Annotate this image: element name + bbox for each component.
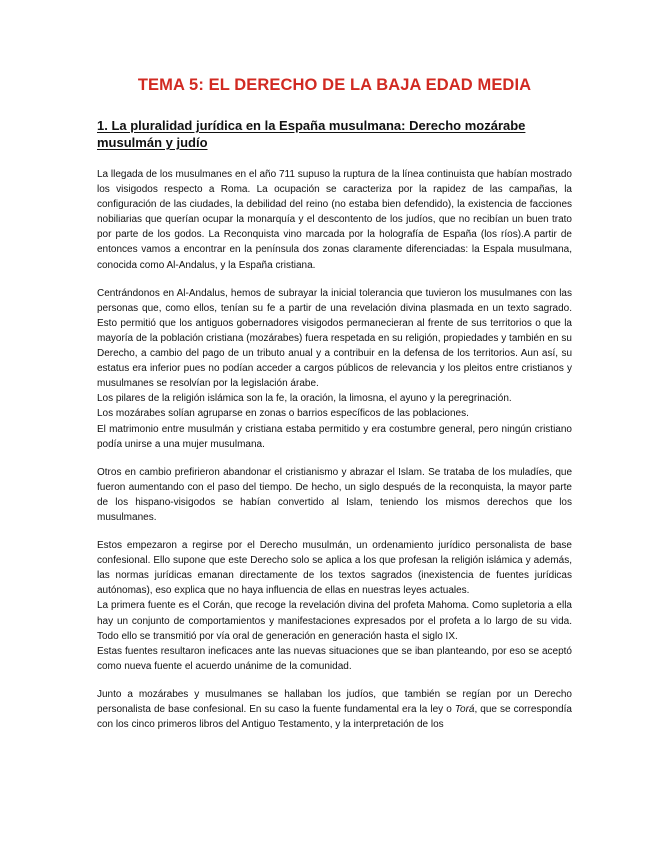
paragraph-judios <box>97 687 572 732</box>
paragraph-spacer <box>97 525 572 538</box>
document-title: TEMA 5: EL DERECHO DE LA BAJA EDAD MEDIA <box>137 76 532 94</box>
paragraph-mozarabes: Los mozárabes solían agruparse en zonas o barrios específicos de las poblaciones. <box>97 408 469 420</box>
section-heading: 1. La pluralidad jurídica en la España musulmana: Derecho mozárabe musulmán y judío <box>97 118 526 150</box>
paragraph-muladies: Otros en cambio prefirieron abandonar el cristianismo y abrazar el Islam. Se trataba de los muladíes, que fueron aumentando con el paso del tiempo. De hecho, un siglo después de la reconquista, la mayor parte de los hispano-visigodos se habían convertido al Islam, teniendo los mismos derechos que los musulmanes. <box>97 466 572 523</box>
paragraph-spacer <box>97 273 572 286</box>
tora-term: Torá <box>454 704 475 715</box>
paragraph-judios-start: Junto a mozárabes y musulmanes se hallaban los judíos, que también se regían por un Derecho personalista de base confesional. En su caso la fuente fundamental era la ley o <box>97 688 572 715</box>
paragraph-spacer <box>97 674 572 687</box>
paragraph-marriage: El matrimonio entre musulmán y cristiana estaba permitido y era costumbre general, pero ningún cristiano podía unirse a una mujer musulmana. <box>97 423 572 450</box>
paragraph-spacer <box>97 452 572 465</box>
paragraph-al-andalus: Centrándonos en Al-Andalus, hemos de subrayar la inicial tolerancia que tuvieron los musulmanes con las personas que, como ellos, tenían su fe a partir de una revelación divina plasmada en un texto sagrado. Esto permitió que los antiguos gobernadores visigodos permanecieran al frente de sus territorios o que la mayoría de la población cristiana (mozárabes) fuera respetada en su religión, propiedades y también en su Derecho, a cambio del pago de un tributo anual y a contribuir en la defensa de los territorios. Aun así, su estatus era inferior pues no podían acceder a cargos públicos de relevancia y los pleitos entre cristianos y musulmanes se resolvían por la legislación árabe. <box>97 287 572 390</box>
paragraph-coran: La primera fuente es el Corán, que recoge la revelación divina del profeta Mahoma. Como supletoria a ella hay un conjunto de comportamientos y manifestaciones expresados por el profeta a lo largo de su vida. Todo ello se transmitió por vía oral de generación en generación hasta el siglo IX. <box>97 600 572 642</box>
paragraph-fuentes: Estas fuentes resultaron ineficaces ante las nuevas situaciones que se iban planteando, por eso se aceptó como nueva fuente el acuerdo unánime de la comunidad. <box>97 645 572 672</box>
paragraph-derecho-musulman: Estos empezaron a regirse por el Derecho musulmán, un ordenamiento jurídico personalista de base confesional. Ello supone que este Derecho solo se aplica a los que profesan la religión islámica y además, las normas jurídicas emanan directamente de los textos sagrados (inexistencia de fuentes jurídicas autónomas), eso explica que no haya influencia de ellas en nuestras leyes actuales. <box>97 540 572 597</box>
paragraph-invasion: La llegada de los musulmanes en el año 711 supuso la ruptura de la línea continuista que habían mostrado los visigodos respecto a Roma. La ocupación se caracteriza por la rapidez de las campañas, la configuración de las ciudades, la debilidad del reino (no estaba bien defendido), la existencia de facciones nobiliarias que querían ocupar la monarquía y el descontento de los judíos, que no recibían un buen trato por parte de los godos. La Reconquista vino marcada por la holografía de España (los ríos).A partir de entonces vamos a encontrar en la península dos zonas claramente diferenciadas: la Espala musulmana, conocida como Al-Andalus, y la España cristiana. <box>97 169 572 271</box>
paragraph-pillars: Los pilares de la religión islámica son la fe, la oración, la limosna, el ayuno y la peregrinación. <box>97 393 512 405</box>
paragraph-judios-end: , que se correspondía con los cinco primeros libros del Antiguo Testamento, y la interpretación de los <box>97 704 572 731</box>
